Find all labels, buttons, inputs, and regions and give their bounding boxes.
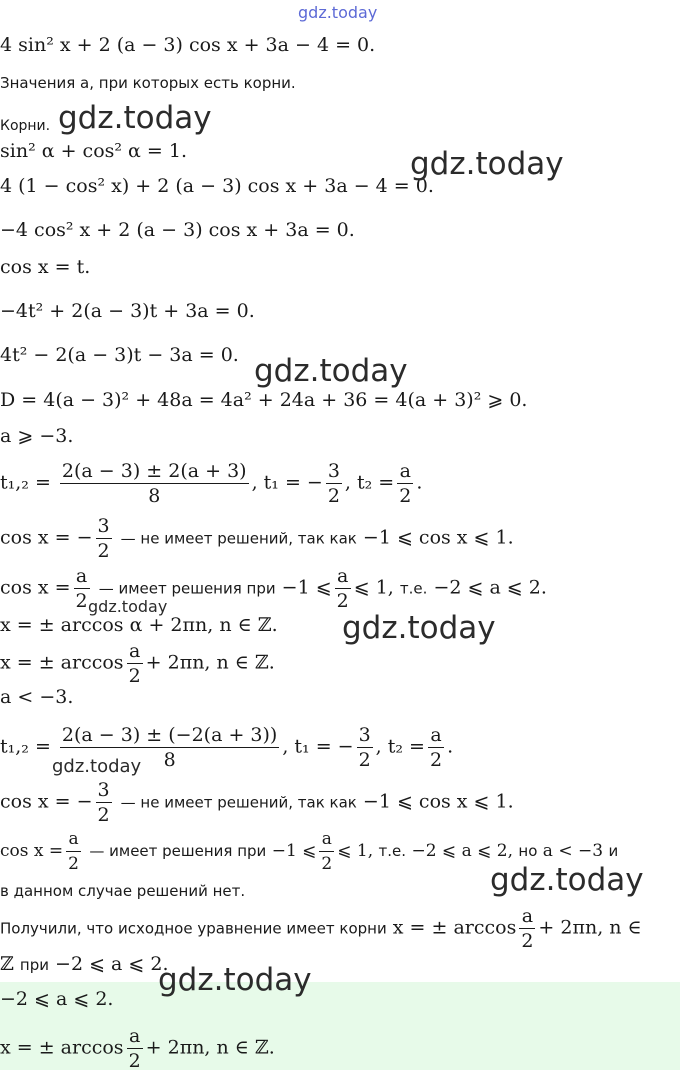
case2-r2-mid: −1 ⩽	[271, 841, 317, 861]
case1-roots-t: t₁,₂ = $\frac{2(a - 3) \pm 2(a + 3)}{8}$ , t₁ = − $\frac{3}{2}$ , t₂ = $\frac{a}{2}$ .	[0, 460, 423, 507]
case1-t2-prefix: , t₂ =	[344, 471, 395, 494]
substituted-equation: 4 (1 − cos² x) + 2 (a − 3) cos x + 3a − 4 = 0.	[0, 175, 434, 197]
conclusion-formula-tail: + 2πn, n ∈	[538, 916, 642, 939]
case2-r1-fraction	[96, 779, 112, 826]
case1-t1-fraction	[326, 460, 342, 507]
conclusion-fraction	[519, 905, 535, 952]
fraction-numerator: a	[428, 724, 444, 748]
case2-t2-fraction	[428, 724, 444, 771]
case1-r2-text: — имеет решения при	[98, 579, 276, 598]
conclusion-text: Получили, что исходное уравнение имеет корни	[0, 919, 387, 938]
case1-r2-tail: ⩽ 1,	[353, 576, 394, 599]
watermark: gdz.today	[410, 146, 564, 182]
case1-r2-prefix: cos x =	[0, 576, 71, 599]
conclusion-formula-prefix: x = ± arccos	[392, 916, 517, 939]
fraction-denominator: 8	[163, 749, 176, 771]
quadratic-1: −4t² + 2(a − 3)t + 3a = 0.	[0, 300, 255, 322]
case2-r2-but: но	[518, 842, 538, 860]
fraction-denominator: 2	[429, 749, 443, 771]
watermark: gdz.today	[52, 756, 142, 777]
fraction-denominator: 8	[148, 485, 161, 507]
case2-t1-prefix: , t₁ = −	[282, 735, 354, 758]
answer-condition: −2 ⩽ a ⩽ 2.	[0, 988, 114, 1010]
answer-formula	[0, 1025, 275, 1072]
conclusion-line2-text: при	[19, 956, 49, 974]
fraction-denominator: 2	[358, 749, 371, 771]
case1-x2-line	[0, 640, 275, 687]
integers-symbol: ℤ	[0, 953, 14, 975]
case2-r2-te: т.е.	[378, 842, 407, 860]
substitution: cos x = t.	[0, 256, 91, 278]
case1-r2-end: −2 ⩽ a ⩽ 2.	[433, 576, 547, 599]
fraction-denominator: 2	[68, 854, 79, 874]
fraction-numerator: 3	[97, 779, 110, 801]
fraction-denominator: 2	[75, 590, 88, 612]
case2-r2-text: — имеет решения при	[89, 842, 267, 860]
fraction-numerator: a	[335, 565, 351, 589]
fraction-numerator: a	[519, 905, 535, 929]
equation: 4 sin² x + 2 (a − 3) cos x + 3a − 4 = 0.	[0, 34, 376, 56]
fraction-numerator: 2(a − 3) ± 2(a + 3)	[61, 460, 247, 482]
answer-formula-prefix: x = ± arccos	[0, 1036, 124, 1059]
case2-r1-prefix: cos x = −	[0, 790, 93, 813]
answer-formula-tail: + 2πn, n ∈ ℤ.	[145, 1036, 275, 1059]
watermark-top: gdz.today	[298, 3, 378, 22]
case2-t2-prefix: , t₂ =	[375, 735, 425, 758]
fraction-numerator: 3	[327, 460, 340, 482]
roots-label: Корни.	[0, 118, 51, 134]
case2-r2-cond: a < −3	[542, 841, 604, 861]
conclusion-line2-condition: −2 ⩽ a ⩽ 2.	[55, 953, 169, 975]
fraction-numerator: a	[127, 1025, 143, 1049]
fraction-numerator: a	[397, 460, 413, 484]
fraction-denominator: 2	[521, 930, 534, 952]
case2-roots-t: t₁,₂ = $\frac{2(a - 3) \pm (-2(a + 3))}{8}$ , t₁ = − $\frac{3}{2}$ , t₂ = $\frac{a}{2}$ .	[0, 724, 454, 771]
case1-condition: a ⩾ −3.	[0, 425, 74, 447]
conclusion-line2	[0, 953, 169, 976]
case1-x1: x = ± arccos α + 2πn, n ∈ ℤ.	[0, 614, 278, 636]
fraction-denominator: 2	[399, 485, 412, 507]
fraction-numerator: a	[319, 828, 334, 852]
conclusion-line1	[0, 905, 642, 952]
watermark: gdz.today	[58, 100, 212, 136]
fraction-denominator: 2	[128, 1050, 141, 1072]
fraction-numerator: 3	[358, 724, 371, 746]
case1-t-fraction	[60, 460, 249, 507]
watermark: gdz.today	[158, 962, 312, 998]
answer-fraction	[127, 1025, 143, 1072]
discriminant: D = 4(a − 3)² + 48a = 4a² + 24a + 36 = 4(a + 3)² ⩾ 0.	[0, 389, 528, 411]
case2-r2-prefix: cos x =	[0, 841, 64, 861]
fraction-numerator: a	[74, 565, 90, 589]
case2-r2-tail: ⩽ 1,	[337, 841, 374, 861]
fraction-numerator: a	[127, 640, 143, 664]
watermark: gdz.today	[490, 862, 644, 898]
case1-r1-fraction	[96, 515, 112, 562]
case1-no-solution-line	[0, 515, 514, 562]
fraction-denominator: 2	[128, 665, 141, 687]
fraction-denominator: 2	[97, 540, 110, 562]
simplified-equation: −4 cos² x + 2 (a − 3) cos x + 3a = 0.	[0, 219, 355, 241]
trig-identity: sin² α + cos² α = 1.	[0, 140, 187, 162]
case2-t1-fraction	[357, 724, 373, 771]
case1-r1-prefix: cos x = −	[0, 526, 93, 549]
quadratic-2: 4t² − 2(a − 3)t − 3a = 0.	[0, 344, 239, 366]
case1-r2-te: т.е.	[399, 579, 428, 598]
watermark: gdz.today	[88, 597, 168, 616]
case1-r1-tail: −1 ⩽ cos x ⩽ 1.	[362, 526, 514, 549]
case1-x2-prefix: x = ± arccos	[0, 651, 124, 674]
case1-has-solution-line	[0, 565, 547, 612]
fraction-numerator: a	[66, 828, 81, 852]
case2-condition: a < −3.	[0, 686, 74, 708]
fraction-denominator: 2	[327, 485, 340, 507]
case2-r1-tail: −1 ⩽ cos x ⩽ 1.	[362, 790, 514, 813]
fraction-numerator: 3	[97, 515, 110, 537]
case2-r2-end: −2 ⩽ a ⩽ 2,	[411, 841, 513, 861]
case2-no-solutions: в данном случае решений нет.	[0, 882, 246, 900]
case1-x2-tail: + 2πn, n ∈ ℤ.	[145, 651, 275, 674]
case1-x2-fraction	[127, 640, 143, 687]
case2-r1-text: — не имеет решений, так как	[120, 793, 357, 812]
case2-r2-cond-fraction	[319, 828, 334, 875]
case1-t-prefix: t₁,₂ =	[0, 471, 51, 494]
case1-r2-mid: −1 ⩽	[281, 576, 332, 599]
case1-t1-prefix: , t₁ = −	[251, 471, 323, 494]
case1-r1-text: — не имеет решений, так как	[120, 529, 357, 548]
fraction-denominator: 2	[321, 854, 333, 874]
case2-r2-and: и	[608, 842, 619, 860]
task-text: Значения a, при которых есть корни.	[0, 74, 296, 92]
case2-t-prefix: t₁,₂ =	[0, 735, 51, 758]
fraction-denominator: 2	[336, 590, 349, 612]
watermark: gdz.today	[342, 610, 496, 646]
case1-t2-fraction	[397, 460, 413, 507]
case1-r2-cond-fraction	[335, 565, 351, 612]
case2-r2-fraction	[66, 828, 81, 875]
fraction-numerator: 2(a − 3) ± (−2(a + 3))	[61, 724, 278, 746]
case2-no-solution-line	[0, 779, 514, 826]
watermark: gdz.today	[254, 353, 408, 389]
fraction-denominator: 2	[97, 804, 110, 826]
